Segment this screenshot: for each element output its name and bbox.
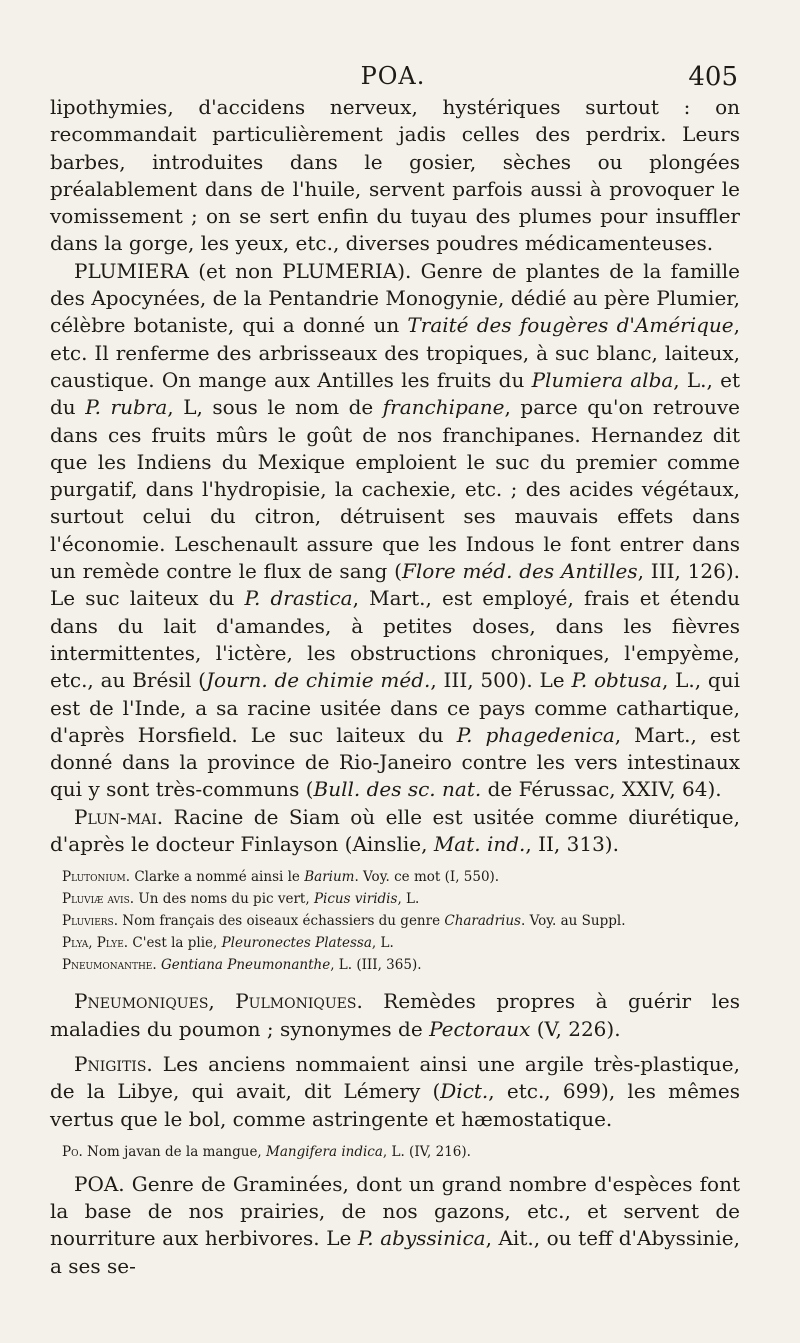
entry-headword: Plutonium.	[62, 869, 131, 886]
page-body	[50, 94, 740, 1280]
entry-text: Racine de Siam où elle est usitée comme diurétique, d'après le docteur Finlayson (Ainslie,	[50, 804, 740, 857]
entry-headword: Po.	[62, 1143, 83, 1160]
entry-pluviae-avis	[50, 888, 740, 910]
entry-italic: P. rubra	[85, 395, 168, 420]
entry-poa	[50, 1171, 740, 1280]
entry-text: , etc. Il renferme des arbrisseaux des tropiques, à suc blanc, laiteux, caustique. On mange aux Antilles les fruits du	[50, 313, 740, 392]
entry-plumiera	[50, 258, 740, 804]
entry-italic: franchipane	[382, 395, 505, 420]
entry-text: Les anciens nommaient ainsi une argile très-plastique, de la Libye, qui avait, dit Lémery (	[50, 1051, 740, 1104]
entry-text: , L. (III, 365).	[330, 957, 422, 974]
entry-italic: Charadrius	[444, 913, 521, 930]
entry-text: , Ait., ou teff d'Abyssinie, a ses se-	[50, 1226, 740, 1278]
entry-italic: P. phagedenica	[456, 722, 615, 747]
entry-italic: Plumiera alba	[531, 367, 674, 392]
entry-po	[50, 1141, 740, 1163]
page-number: 405	[688, 62, 738, 92]
entry-text: , L.	[371, 935, 394, 952]
entry-text: , L., et du	[50, 367, 740, 420]
entry-text: . Voy. au Suppl.	[520, 913, 626, 930]
entry-italic: Bull. des sc. nat.	[313, 777, 482, 802]
entry-text: (V, 226).	[530, 1016, 621, 1041]
entry-text: , L., qui est de l'Inde, a sa racine usitée dans ce pays comme cathartique, d'après Horsfield. Le suc laiteux du	[50, 668, 741, 747]
entry-italic: P. obtusa	[571, 668, 662, 693]
entry-italic: P. drastica	[244, 586, 353, 611]
entry-text: Nom javan de la mangue,	[82, 1143, 267, 1160]
entry-headword: Plya, Plye.	[62, 935, 129, 952]
entry-pneumoniques	[50, 988, 740, 1043]
entry-italic: Mangifera indica	[266, 1143, 383, 1160]
entry-pnigitis	[50, 1051, 740, 1133]
entry-text: , L, sous le nom de	[167, 395, 383, 420]
entry-headword: Pnigitis.	[74, 1051, 153, 1076]
entry-text: , etc., 699), les mêmes vertus que le bol, comme astringente et hæmostatique.	[50, 1079, 740, 1131]
entry-plutonium	[50, 866, 740, 888]
entry-italic: Gentiana Pneumonanthe	[160, 957, 331, 974]
entry-italic: Dict.	[440, 1079, 489, 1104]
entry-text: , L.	[397, 891, 420, 908]
entry-text: Un des noms du pic vert,	[134, 891, 314, 908]
entry-italic: Barium	[304, 869, 355, 886]
entry-text: C'est la plie,	[128, 935, 222, 952]
entry-headword: PLUMIERA	[74, 258, 189, 283]
entry-plya	[50, 932, 740, 954]
entry-text: , Mart., est donné dans la province de Rio-Janeiro contre les vers intestinaux qui y sont très-communs (	[50, 722, 740, 802]
entry-italic: Pleuronectes Platessa	[221, 935, 372, 952]
entry-headword: Pluviers.	[62, 913, 119, 930]
entry-headword: Pneumoniques, Pulmoniques.	[74, 989, 363, 1014]
entry-pluviers	[50, 910, 740, 932]
entry-text: Remèdes propres à guérir les maladies du poumon ; synonymes de	[50, 989, 740, 1041]
running-head-title: POA.	[360, 62, 426, 90]
entry-text: , III, 500). Le	[430, 668, 572, 693]
paragraph-text: lipothymies, d'accidens nerveux, hystériques surtout : on recommandait particulièrement jadis celles des perdrix. Leurs barbes, introduites dans le gosier, sèches ou plongées préalablement dans de l'huile, servent parfois aussi à provoquer le vomissement ; on se sert enfin du tuyau des plumes pour insuffler dans la gorge, les yeux, etc., diverses poudres médicamenteuses.	[50, 95, 740, 256]
entry-text: , III, 126). Le suc laiteux du	[50, 559, 741, 611]
entry-headword: POA.	[74, 1171, 125, 1196]
entry-text: Nom français des oiseaux échassiers du genre	[118, 913, 445, 930]
entry-pneumonanthe	[50, 954, 740, 976]
entry-plun-mai	[50, 804, 740, 859]
entry-text: (et non PLUMERIA). Genre de plantes de la famille des Apocynées, de la Pentandrie Monogynie, dédié au père Plumier, célèbre botaniste, qui a donné un	[50, 258, 740, 338]
entry-text: , L. (IV, 216).	[382, 1143, 471, 1160]
entry-text: , II, 313).	[525, 832, 619, 857]
entry-italic: P. abyssinica	[357, 1226, 486, 1251]
entry-headword: Pluviæ avis.	[62, 891, 135, 908]
entry-italic: Flore méd. des Antilles	[401, 559, 638, 584]
entry-text: Clarke a nommé ainsi le	[130, 869, 305, 886]
entry-headword: Pneumonanthe.	[62, 957, 157, 974]
entry-text: de Férussac, XXIV, 64).	[481, 777, 722, 802]
entry-italic: Traité des fougères d'Amérique	[407, 313, 734, 338]
entry-headword: Plun-mai.	[74, 804, 164, 829]
entry-text: Genre de Graminées, dont un grand nombre d'espèces font la base de nos prairies, de nos gazons, etc., et servent de nourriture aux herbivores. Le	[50, 1171, 740, 1251]
entry-italic: Pectoraux	[429, 1016, 531, 1041]
entry-text: . Voy. ce mot (I, 550).	[354, 869, 500, 886]
entry-italic: Mat. ind.	[433, 832, 526, 857]
entry-text: , Mart., est employé, frais et étendu dans du lait d'amandes, à petites doses, dans les fièvres intermittentes, l'ictère, les obstructions chroniques, l'empyème, etc., au Brésil (	[50, 586, 740, 693]
entry-text: , parce qu'on retrouve dans ces fruits mûrs le goût de nos franchipanes. Hernandez dit que les Indiens du Mexique emploient le suc du premier comme purgatif, dans l'hydropisie, la cachexie, etc. ; des acides végétaux, surtout celui du citron, détruisent ses mauvais effets dans l'économie. Leschenault assure que les Indous le font entrer dans un remède contre le flux de sang (	[50, 395, 740, 584]
entry-italic: Picus viridis	[313, 891, 398, 908]
paragraph-plumes-continued	[50, 94, 740, 258]
entry-italic: Journ. de chimie méd.	[205, 668, 431, 693]
